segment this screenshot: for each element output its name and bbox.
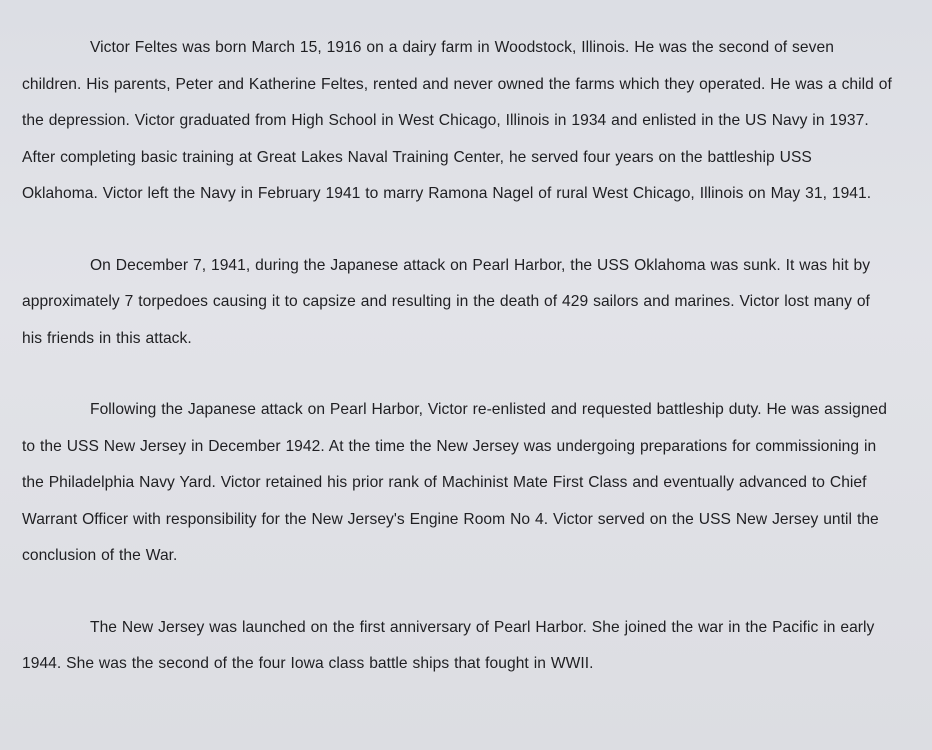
paragraph-new-jersey-service: Following the Japanese attack on Pearl Harbor, Victor re-enlisted and requested battleship duty. He was assigned to the USS New Jersey in December 1942. At the time the New Jersey was undergoing preparations for commissioning in the Philadelphia Navy Yard. Victor retained his prior rank of Machinist Mate First Class and eventually advanced to Chief Warrant Officer with responsibility for the New Jersey's Engine Room No 4. Victor served on the USS New Jersey until the conclusion of the War. — [22, 401, 887, 564]
paragraph-early-life: Victor Feltes was born March 15, 1916 on a dairy farm in Woodstock, Illinois. He was the second of seven children. His parents, Peter and Katherine Feltes, rented and never owned the farms which they operated. He was a child of the depression. Victor graduated from High School in West Chicago, Illinois in 1934 and enlisted in the US Navy in 1937. After completing basic training at Great Lakes Naval Training Center, he served four years on the battleship USS Oklahoma. Victor left the Navy in February 1941 to marry Ramona Nagel of rural West Chicago, Illinois on May 31, 1941. — [22, 39, 892, 202]
paragraph-pearl-harbor: On December 7, 1941, during the Japanese attack on Pearl Harbor, the USS Oklahoma was sunk. It was hit by approximately 7 torpedoes causing it to capsize and resulting in the death of 429 sailors and marines. Victor lost many of his friends in this attack. — [22, 256, 871, 347]
paragraph-new-jersey-launch: The New Jersey was launched on the first anniversary of Pearl Harbor. She joined the war in the Pacific in early 1944. She was the second of the four Iowa class battle ships that fought in WWII. — [22, 618, 875, 672]
